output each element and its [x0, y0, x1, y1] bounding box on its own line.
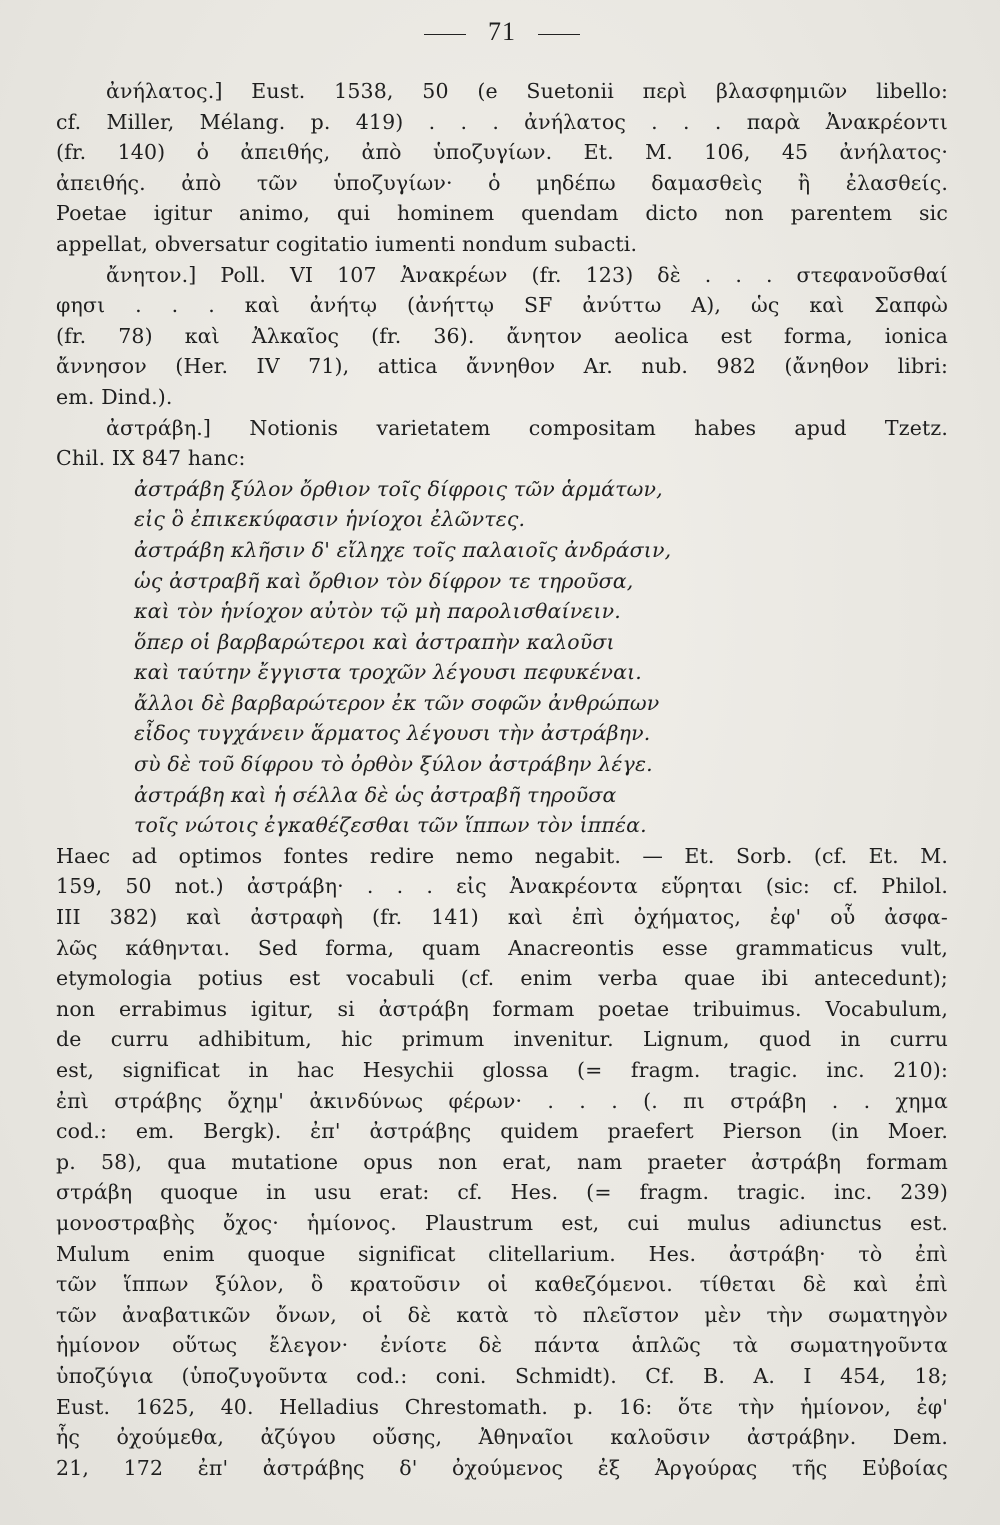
body-text — [56, 76, 948, 1483]
text-line: Haec ad optimos fontes redire nemo negabit. — Et. Sorb. (cf. Et. M. — [56, 843, 948, 868]
text-line: ὑποζύγια (ὑποζυγοῦντα cod.: coni. Schmidt). Cf. B. A. I 454, 18; — [56, 1363, 948, 1388]
verse-line: τοῖς νώτοις ἐγκαθέζεσθαι τῶν ἵππων τὸν ἱππέα. — [134, 813, 647, 838]
text-line: (fr. 140) ὁ ἀπειθής, ἀπὸ ὑποζυγίων. Et. M. 106, 45 ἀνήλατος· — [56, 140, 948, 165]
verse-line: ἀστράβη καὶ ἡ σέλλα δὲ ὡς ἀστραβῆ τηροῦσα — [134, 782, 617, 807]
text-line: ἄννησον (Her. IV 71), attica ἄννηθον Ar. nub. 982 (ἄνηθον libri: — [56, 354, 948, 379]
text-line: 21, 172 ἐπ' ἀστράβης δ' ὀχούμενος ἐξ Ἀργούρας τῆς Εὐβοίας — [56, 1455, 948, 1480]
text-line: Poetae igitur animo, qui hominem quendam dicto non parentem sic — [56, 201, 948, 226]
verse-line: σὺ δὲ τοῦ δίφρου τὸ ὀρθὸν ξύλον ἀστράβην λέγε. — [134, 752, 653, 777]
text-line: Chil. IX 847 hanc: — [56, 446, 246, 471]
verse-line: ἀστράβη ξύλον ὄρθιον τοῖς δίφροις τῶν ἁρμάτων, — [134, 476, 663, 501]
text-line: appellat, obversatur cogitatio iumenti nondum subacti. — [56, 231, 638, 256]
verse-line: εἰς ὃ ἐπικεκύφασιν ἡνίοχοι ἐλῶντες. — [134, 507, 526, 532]
text-line: (fr. 78) καὶ Ἀλκαῖος (fr. 36). ἄνητον aeolica est forma, ionica — [56, 323, 948, 348]
text-line: ἄνητον.] Poll. VI 107 Ἀνακρέων (fr. 123) δὲ . . . στεφανοῦσθαί — [106, 262, 948, 287]
page-number-header — [56, 14, 948, 50]
text-line: est, significat in hac Hesychii glossa (= fragm. tragic. inc. 210): — [56, 1058, 948, 1082]
text-line: cod.: em. Bergk). ἐπ' ἀστράβης quidem praefert Pierson (in Moer. — [56, 1119, 948, 1144]
text-line: em. Dind.). — [56, 384, 173, 409]
text-line: τῶν ἵππων ξύλον, ὃ κρατοῦσιν οἱ καθεζόμενοι. τίθεται δὲ καὶ ἐπὶ — [56, 1272, 948, 1297]
text-line: ἐπὶ στράβης ὄχημ' ἀκινδύνως φέρων· . . . (. πι στράβη . . χημα — [56, 1088, 948, 1113]
text-line: φησι . . . καὶ ἀνήτῳ (ἀνήττῳ SF ἀνύττω A), ὡς καὶ Σαπφὼ — [56, 293, 948, 318]
verse-line: ἀστράβη κλῆσιν δ' εἴληχε τοῖς παλαιοῖς ἀνδράσιν, — [134, 537, 672, 562]
text-line: non errabimus igitur, si ἀστράβη formam poetae tribuimus. Vocabulum, — [56, 996, 948, 1021]
text-line: λῶς κάθηνται. Sed forma, quam Anacreontis esse grammaticus vult, — [56, 935, 948, 960]
text-line: ἧς ὀχούμεθα, ἀζύγου οὔσης, Ἀθηναῖοι καλοῦσιν ἀστράβην. Dem. — [56, 1425, 948, 1450]
header-dash-right — [538, 34, 580, 35]
text-line: de curru adhibitum, hic primum invenitur. Lignum, quod in curru — [56, 1027, 948, 1052]
verse-line: εἶδος τυγχάνειν ἅρματος λέγουσι τὴν ἀστράβην. — [134, 721, 651, 746]
book-page — [56, 14, 948, 1514]
text-line: 159, 50 not.) ἀστράβη· . . . εἰς Ἀνακρέοντα εὕρηται (sic: cf. Philol. — [56, 874, 948, 899]
verse-line: καὶ τὸν ἡνίοχον αὐτὸν τῷ μὴ παρολισθαίνειν. — [134, 599, 621, 624]
text-line: στράβη quoque in usu erat: cf. Hes. (= fragm. tragic. inc. 239) — [56, 1180, 948, 1205]
text-line: ἀστράβη.] Notionis varietatem compositam habes apud Tzetz. — [106, 415, 948, 440]
verse-line: καὶ ταύτην ἔγγιστα τροχῶν λέγουσι πεφυκέναι. — [134, 660, 642, 685]
text-line: ἡμίονον οὕτως ἔλεγον· ἐνίοτε δὲ πάντα ἁπλῶς τὰ σωματηγοῦντα — [56, 1333, 948, 1358]
text-line: ἀπειθής. ἀπὸ τῶν ὑποζυγίων· ὁ μηδέπω δαμασθεὶς ἢ ἐλασθείς. — [56, 170, 948, 195]
text-line: etymologia potius est vocabuli (cf. enim verba quae ibi antecedunt); — [56, 966, 948, 991]
text-line: ἀνήλατος.] Eust. 1538, 50 (e Suetonii περὶ βλασφημιῶν libello: — [106, 79, 948, 103]
verse-line: ὡς ἀστραβῆ καὶ ὄρθιον τὸν δίφρον τε τηροῦσα, — [134, 568, 634, 593]
verse-line: ὅπερ οἱ βαρβαρώτεροι καὶ ἀστραπὴν καλοῦσι — [134, 629, 615, 654]
page-number: 71 — [488, 17, 516, 46]
text-line: μονοστραβὴς ὄχος· ἡμίονος. Plaustrum est, cui mulus adiunctus est. — [56, 1210, 948, 1235]
header-dash-left — [424, 34, 466, 35]
verse-line: ἄλλοι δὲ βαρβαρώτερον ἐκ τῶν σοφῶν ἀνθρώπων — [134, 690, 660, 715]
text-line: cf. Miller, Mélang. p. 419) . . . ἀνήλατος . . . παρὰ Ἀνακρέοντι — [56, 109, 948, 134]
text-line: Mulum enim quoque significat clitellarium. Hes. ἀστράβη· τὸ ἐπὶ — [56, 1241, 948, 1266]
text-line: τῶν ἀναβατικῶν ὄνων, οἱ δὲ κατὰ τὸ πλεῖστον μὲν τὴν σωματηγὸν — [56, 1302, 948, 1327]
text-line: Eust. 1625, 40. Helladius Chrestomath. p. 16: ὅτε τὴν ἡμίονον, ἐφ' — [56, 1394, 948, 1419]
text-line: p. 58), qua mutatione opus non erat, nam praeter ἀστράβη formam — [56, 1149, 948, 1174]
text-line: III 382) καὶ ἀστραφὴ (fr. 141) καὶ ἐπὶ ὀχήματος, ἐφ' οὗ ἀσφα- — [56, 905, 948, 930]
